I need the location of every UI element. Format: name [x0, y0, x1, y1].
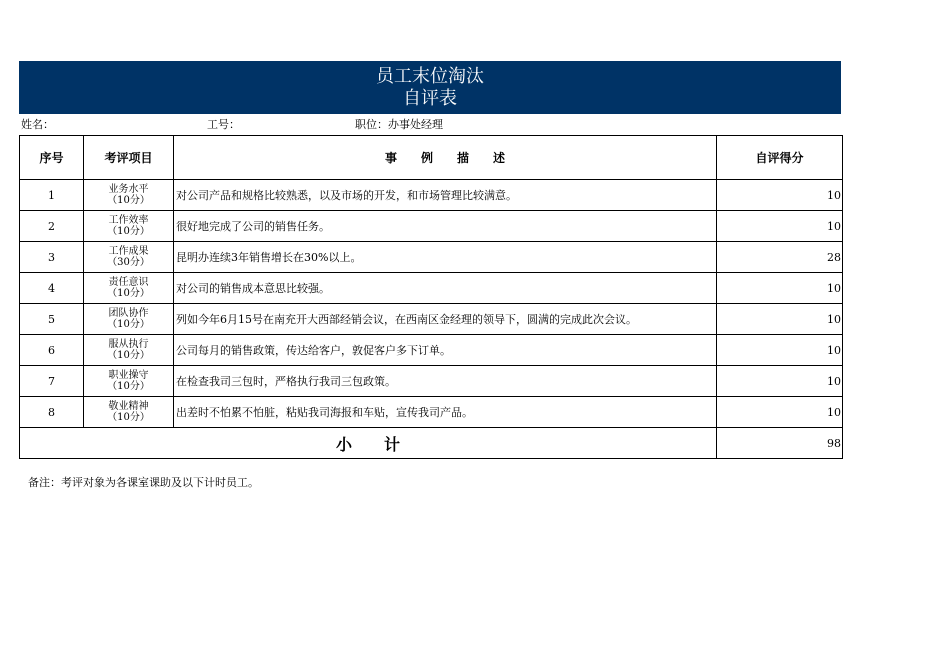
- item-points: （10分）: [107, 195, 150, 206]
- row-desc[interactable]: 很好地完成了公司的销售任务。: [174, 211, 717, 242]
- table-row: [20, 335, 843, 366]
- row-desc[interactable]: 在检查我司三包时，严格执行我司三包政策。: [174, 366, 717, 397]
- row-desc[interactable]: 公司每月的销售政策，传达给客户，敦促客户多下订单。: [174, 335, 717, 366]
- row-item: [84, 366, 174, 397]
- item-points: （10分）: [107, 412, 150, 423]
- item-points: （10分）: [107, 350, 150, 361]
- item-name: 服从执行: [108, 339, 149, 350]
- row-item: [84, 335, 174, 366]
- table-header-row: [20, 136, 843, 180]
- row-item: [84, 242, 174, 273]
- row-no: 8: [20, 397, 84, 428]
- item-points: （10分）: [107, 288, 150, 299]
- row-score[interactable]: 28: [717, 242, 843, 273]
- item-name: 职业操守: [108, 370, 149, 381]
- employee-id-label: 工号：: [207, 118, 240, 131]
- row-no: 5: [20, 304, 84, 335]
- row-item: [84, 211, 174, 242]
- row-item: [84, 304, 174, 335]
- row-score[interactable]: 10: [717, 273, 843, 304]
- form-title-line2: 自评表: [403, 88, 457, 109]
- row-no: 3: [20, 242, 84, 273]
- position-field: [355, 117, 443, 133]
- footnote: 备注：考评对象为各课室课助及以下计时员工。: [28, 476, 259, 489]
- row-desc[interactable]: 对公司的销售成本意思比较强。: [174, 273, 717, 304]
- row-no: 2: [20, 211, 84, 242]
- row-item: [84, 397, 174, 428]
- table-row: [20, 397, 843, 428]
- item-points: （10分）: [107, 226, 150, 237]
- item-points: （30分）: [107, 257, 150, 268]
- row-score[interactable]: 10: [717, 304, 843, 335]
- table-row: [20, 273, 843, 304]
- row-no: 1: [20, 180, 84, 211]
- item-points: （10分）: [107, 381, 150, 392]
- table-row: [20, 304, 843, 335]
- table-row: [20, 242, 843, 273]
- name-label: 姓名：: [21, 118, 54, 131]
- position-label: 职位：: [355, 118, 388, 131]
- header-score: 自评得分: [717, 136, 843, 180]
- row-desc[interactable]: 对公司产品和规格比较熟悉，以及市场的开发，和市场管理比较满意。: [174, 180, 717, 211]
- row-no: 6: [20, 335, 84, 366]
- row-score[interactable]: 10: [717, 180, 843, 211]
- table-row: [20, 366, 843, 397]
- evaluation-table: [19, 135, 843, 459]
- row-score[interactable]: 10: [717, 366, 843, 397]
- item-name: 敬业精神: [108, 401, 149, 412]
- row-desc[interactable]: 昆明办连续3年销售增长在30%以上。: [174, 242, 717, 273]
- item-name: 团队协作: [108, 308, 149, 319]
- table-row: [20, 211, 843, 242]
- row-no: 7: [20, 366, 84, 397]
- form-title-line1: 员工末位淘汰: [376, 66, 484, 87]
- row-score[interactable]: 10: [717, 335, 843, 366]
- row-item: [84, 273, 174, 304]
- item-name: 工作成果: [108, 246, 149, 257]
- position-value: 办事处经理: [388, 118, 443, 131]
- row-score[interactable]: 10: [717, 397, 843, 428]
- row-no: 4: [20, 273, 84, 304]
- row-score[interactable]: 10: [717, 211, 843, 242]
- total-row: [20, 428, 843, 459]
- item-points: （10分）: [107, 319, 150, 330]
- header-no: 序号: [20, 136, 84, 180]
- row-item: [84, 180, 174, 211]
- header-item: 考评项目: [84, 136, 174, 180]
- form-title-banner: [19, 61, 841, 114]
- row-desc[interactable]: 列如今年6月15号在南充开大西部经销会议，在西南区金经理的领导下，圆满的完成此次会议。: [174, 304, 717, 335]
- total-score: 98: [717, 428, 843, 459]
- row-desc[interactable]: 出差时不怕累不怕脏，粘贴我司海报和车贴，宣传我司产品。: [174, 397, 717, 428]
- total-label: 小 计: [20, 428, 717, 459]
- header-desc: 事 例 描 述: [174, 136, 717, 180]
- item-name: 工作效率: [108, 215, 149, 226]
- table-row: [20, 180, 843, 211]
- item-name: 业务水平: [108, 184, 149, 195]
- item-name: 责任意识: [108, 277, 149, 288]
